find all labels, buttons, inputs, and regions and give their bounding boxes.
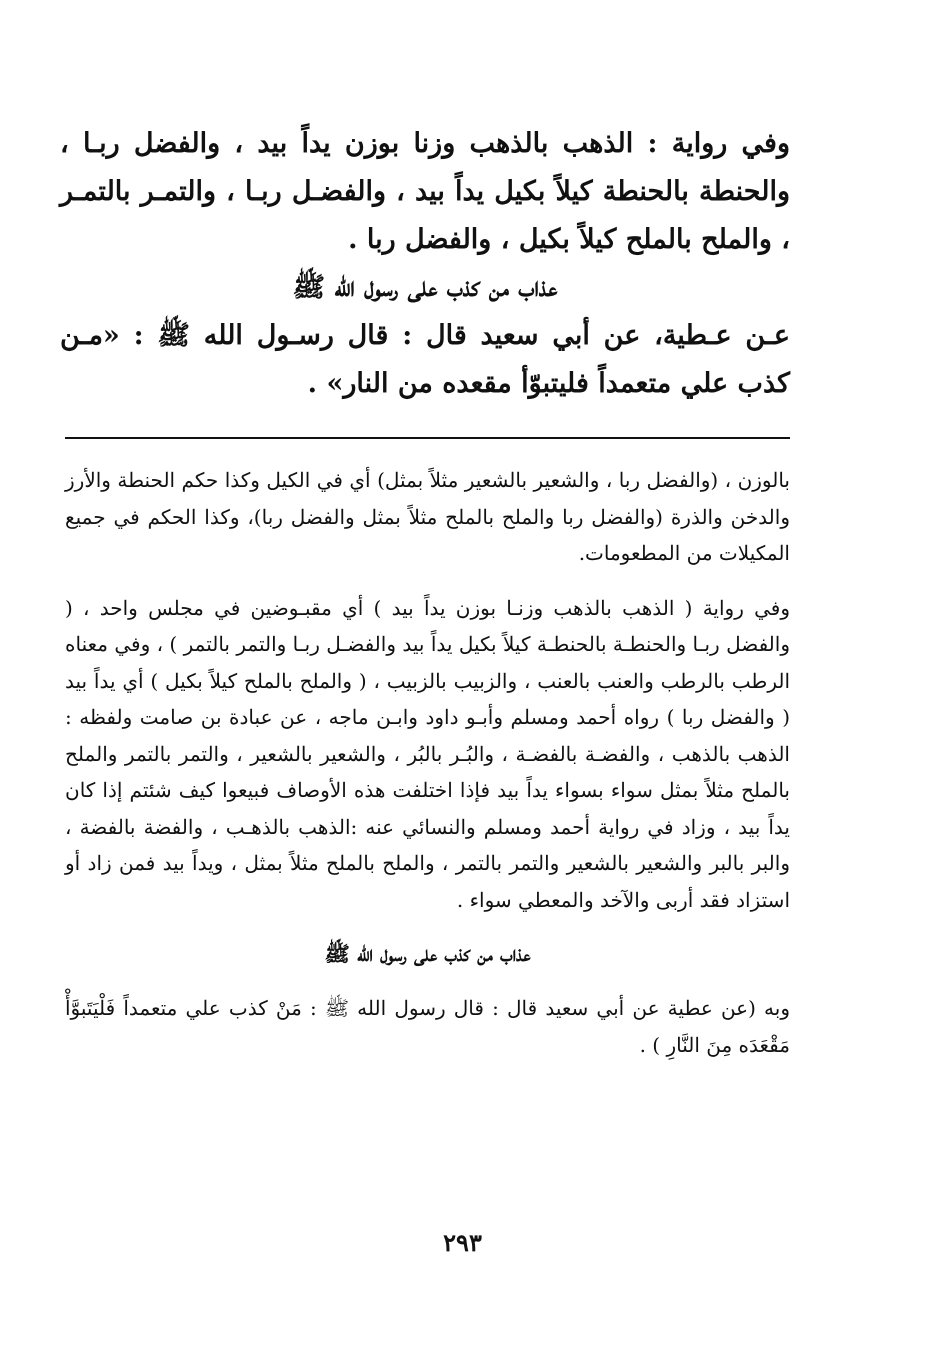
main-paragraph-hadith: عـن عـطية، عن أبي سعيد قال : قال رسـول الله ﷺ : «مـن كذب علي متعمداً فليتبوّأ مقعده من النار» .: [60, 320, 790, 399]
commentary-section-heading: عذاب من كذب على رسول الله ﷺ: [324, 941, 531, 966]
page-number: ٢٩٣: [443, 1228, 482, 1257]
main-section-heading: عذاب من كذب على رسول الله ﷺ: [292, 272, 558, 303]
commentary-text: [65, 462, 790, 1081]
commentary-paragraph-weight: بالوزن ، (والفضل ربا ، والشعير بالشعير مثلاً بمثل) أي في الكيل وكذا حكم الحنطة والأرز والدخن والذرة (والفضل ربا والملح بالملح مثلاً بمثل والفضل ربا)، وكذا الحكم في جميع المكيلات من المطعومات.: [65, 468, 790, 565]
commentary-paragraph-narration: وفي رواية ( الذهب بالذهب وزنـا بوزن يداً بيد ) أي مقبـوضين في مجلس واحد ، ( والفضل ربـا والحنطـة بالحنطـة كيلاً بكيل يداً بيد والفضـل ربـا والتمر بالتمر ) ، وفي معناه الرطب بالرطب والعنب بالعنب ، والزبيب بالزبيب ، ( والملح بالملح كيلاً بكيل ) أي يداً بيد ( والفضل ربا ) رواه أحمد ومسلم وأبـو داود وابـن ماجه ، عن عبادة بن صامت ولفظه : الذهب بالذهب ، والفضـة بالفضـة ، والبُـر بالبُر ، والشعير بالشعير ، والتمر بالتمر والملح بالملح مثلاً بمثل سواء بسواء يداً بيد فإذا اختلفت هذه الأوصاف فبيعوا كيف شئتم إذا كان يداً بيد ، وزاد في رواية أحمد ومسلم والنسائي عنه :الذهب بالذهـب ، والفضة بالفضة ، والبر بالبر والشعير بالشعير والتمر بالتمر ، والملح بالملح مثلاً بمثل ، ويداً بيد فمن زاد أو استزاد فقد أربى والآخد والمعطي سواء .: [65, 595, 790, 912]
main-paragraph-narration: وفي رواية : الذهب بالذهب وزنا بوزن يداً بيد ، والفضل ربـا ، والحنطة بالحنطة كيلاً بكيل يداً بيد ، والفضـل ربـا ، والتمـر بالتمـر ، والملح بالملح كيلاً بكيل ، والفضل ربا .: [60, 128, 790, 255]
main-text: [60, 120, 790, 408]
footnote-divider: [65, 437, 790, 439]
commentary-paragraph-hadith: وبه (عن عطية عن أبي سعيد قال : قال رسول الله ﷺ : مَنْ كذب علي متعمداً فَلْيَتَبوَّأْ مَقْعَدَه مِنَ النَّارِ ) .: [65, 996, 790, 1057]
